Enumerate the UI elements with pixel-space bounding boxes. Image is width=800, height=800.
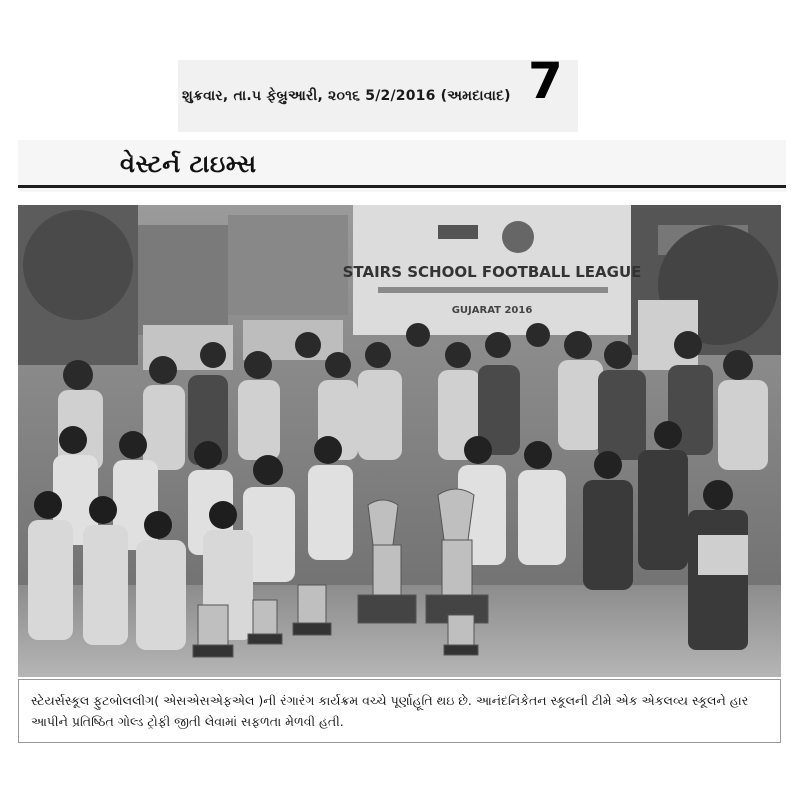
photo-caption: સ્ટેયર્સસ્કૂલ ફુટબોલલીગ( એસએસએફએલ )ની રંગારંગ કાર્યક્રમ વચ્ચે પૂર્ણાહૂતિ થઇ છે. આનંદનિકેતન સ્કૂલની ટીમે એક એકલવ્ય સ્કૂલને હાર આપીને પ્રતિષ્ઠિત ગોલ્ડ ટ્રોફી જીતી લેવામાં સફળતા મેળવી હતી. <box>31 693 749 729</box>
banner-title: STAIRS SCHOOL FOOTBALL LEAGUE <box>342 263 642 281</box>
dateline: શુક્રવાર, તા.૫ ફેબ્રુઆરી, ૨૦૧૬ 5/2/2016 (અમદાવાદ) <box>182 88 511 104</box>
newspaper-masthead: વેસ્ટર્ન ટાઇમ્સ <box>120 150 257 178</box>
photo-caption-box <box>18 679 781 743</box>
page-number: 7 <box>528 52 563 110</box>
banner-subtitle: GUJARAT 2016 <box>451 305 533 316</box>
masthead-rule <box>18 185 786 188</box>
team-photo-illustration <box>18 205 781 677</box>
team-photo <box>18 205 781 677</box>
